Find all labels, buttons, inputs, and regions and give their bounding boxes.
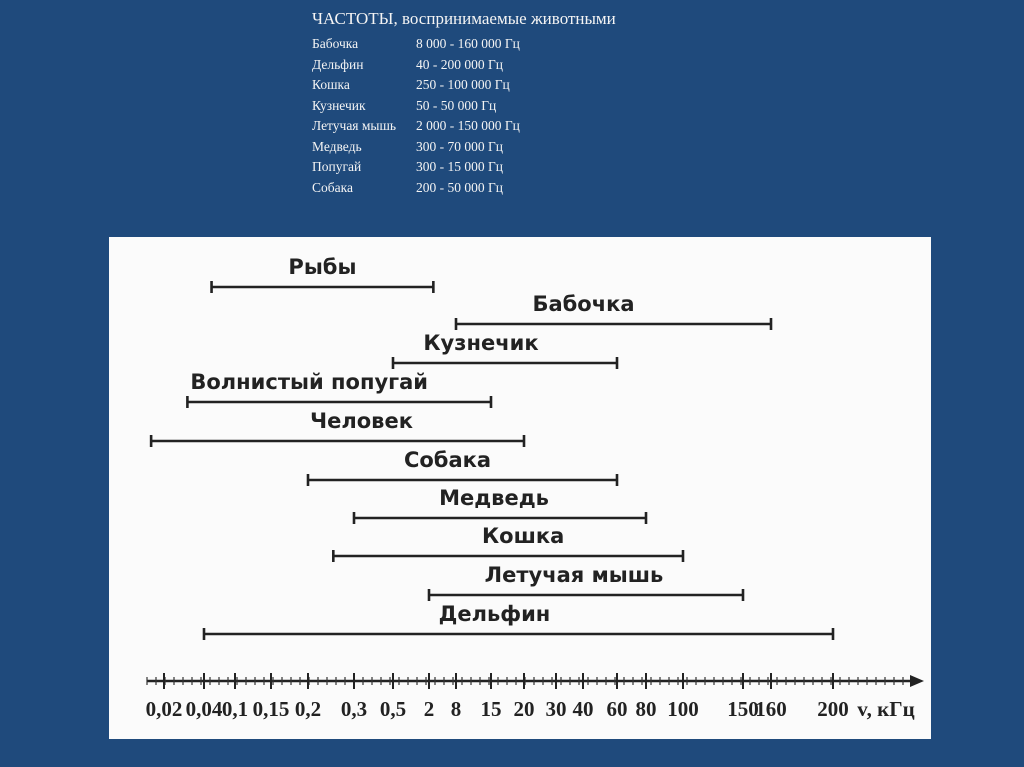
frequency-range: 300 - 15 000 Гц: [416, 159, 504, 174]
range-bar-label: Человек: [310, 409, 413, 433]
frequency-range: 300 - 70 000 Гц: [416, 138, 504, 154]
x-axis-tick-label: 80: [635, 697, 657, 721]
list-item: [312, 96, 616, 117]
x-axis-tick-label: 0,04: [185, 697, 223, 721]
list-item: [312, 34, 616, 55]
x-axis-tick-label: 200: [817, 697, 849, 721]
x-axis-tick-label: 0,15: [252, 697, 290, 721]
x-axis-tick-label: 0,3: [340, 697, 368, 721]
x-axis-tick-label: 2: [423, 697, 435, 721]
list-item: [312, 116, 616, 137]
frequency-range: 8 000 - 160 000 Гц: [416, 36, 520, 51]
range-bar-label: Рыбы: [288, 255, 357, 279]
x-axis-tick-label: 0,5: [379, 697, 407, 721]
frequency-range: 200 - 50 000 Гц: [416, 179, 504, 195]
x-axis-arrow: [910, 675, 924, 687]
frequency-range: 250 - 100 000 Гц: [416, 77, 510, 92]
range-bar-label: Собака: [403, 448, 492, 472]
animal-name: Попугай: [312, 159, 362, 174]
animal-name: Кузнечик: [312, 97, 366, 113]
chart-canvas: [109, 237, 931, 739]
animal-name: Медведь: [312, 138, 362, 154]
hearing-range-chart: [109, 237, 931, 739]
list-item: [312, 137, 616, 158]
list-item: [312, 157, 616, 178]
animal-name: Дельфин: [312, 56, 364, 72]
frequency-list: [312, 34, 616, 198]
range-bar-label: Бабочка: [532, 292, 635, 316]
range-bar-label: Волнистый попугай: [190, 370, 429, 394]
x-axis-tick-label: 15: [480, 697, 502, 721]
range-bar-label: Летучая мышь: [484, 563, 664, 587]
list-item: [312, 55, 616, 76]
range-bar-label: Дельфин: [438, 602, 551, 626]
x-axis-tick-label: 30: [545, 697, 567, 721]
x-axis-tick-label: 0,2: [294, 697, 322, 721]
animal-name: Собака: [312, 179, 353, 195]
x-axis-tick-label: 100: [667, 697, 699, 721]
x-axis-tick-label: 40: [572, 697, 594, 721]
animal-name: Кошка: [312, 77, 350, 92]
x-axis-tick-label: 0,02: [145, 697, 183, 721]
frequency-range: 2 000 - 150 000 Гц: [416, 118, 520, 133]
list-item: [312, 75, 616, 96]
range-bar-label: Кошка: [481, 524, 565, 548]
frequency-range: 40 - 200 000 Гц: [416, 56, 504, 72]
x-axis-tick-label: 150: [727, 697, 759, 721]
x-axis-tick-label: 0,1: [221, 697, 249, 721]
animal-name: Бабочка: [312, 36, 359, 51]
slide-text-block: [312, 8, 616, 198]
x-axis-tick-label: 20: [513, 697, 535, 721]
x-axis-tick-label: 60: [606, 697, 628, 721]
slide-title: ЧАСТОТЫ, воспринимаемые животными: [312, 9, 616, 28]
frequency-range: 50 - 50 000 Гц: [416, 97, 497, 113]
list-item: [312, 178, 616, 199]
animal-name: Летучая мышь: [312, 118, 397, 133]
x-axis-tick-label: 8: [450, 697, 462, 721]
x-axis-label: v, кГц: [857, 697, 915, 721]
range-bar-label: Медведь: [439, 486, 549, 510]
range-bar-label: Кузнечик: [423, 331, 539, 355]
x-axis-tick-label: 160: [755, 697, 787, 721]
